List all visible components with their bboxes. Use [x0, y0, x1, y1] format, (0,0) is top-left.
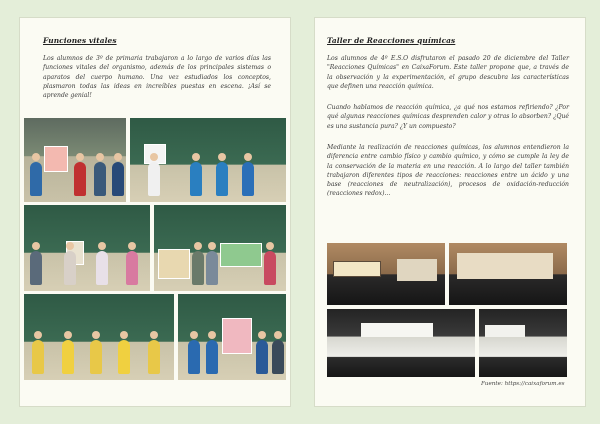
photo-workshop-hall-2 [449, 243, 567, 305]
left-paragraph: Los alumnos de 3º de primaria trabajaron a lo largo de varios días las funciones vitales del organismo, además de los principales sistemas o aparatos del cuerpo humano. Una vez estudiados los conceptos, plasmaron todas las ideas en increíbles puestas en escena. ¡Así se aprende genial! [43, 55, 271, 100]
left-page [20, 18, 290, 406]
right-page [315, 18, 585, 406]
photo-workshop-hall-1 [327, 243, 445, 305]
photo-group-yellow-shirts [24, 294, 174, 380]
right-paragraph-2: Cuando hablamos de reacción química, ¿a qué nos estamos refiriendo? ¿Por qué algunas reacciones químicas desprenden calor y otras lo absorben? ¿Qué es una sustancia pura? ¿Y un compuesto? [327, 104, 569, 130]
photo-students-presenting-posters [24, 118, 126, 202]
photo-students-holding-papers [130, 118, 286, 202]
photo-credit: Fuente: https://caixaforum.es [481, 381, 565, 387]
photo-girls-with-skeleton-poster [24, 205, 150, 291]
right-heading: Taller de Reacciones químicas [327, 36, 456, 45]
photo-kids-with-green-poster [154, 205, 286, 291]
photo-kids-with-pink-poster [178, 294, 286, 380]
left-heading: Funciones vitales [43, 36, 117, 45]
right-paragraph-3: Mediante la realización de reacciones químicas, los alumnos entendieron la diferencia entre cambio físico y cambio químico, y cómo se cumple la ley de la conservación de la materia en una reacción. A lo largo del taller también trabajaron diferentes tipos de reacciones: reacciones entre un ácido y una base (reacciones de neutralización), procesos de oxidación-reducción (reacciones redox)... [327, 144, 569, 198]
photo-workshop-audience [479, 309, 567, 377]
photo-workshop-lab-demo [327, 309, 475, 377]
right-paragraph-1: Los alumnos de 4º E.S.O disfrutaron el pasado 20 de diciembre del Taller "Reacciones Químicas" en CaixaForum. Este taller propone que, a través de la observación y la experimentación, el grupo descubra las características que definen una reacción química. [327, 55, 569, 90]
